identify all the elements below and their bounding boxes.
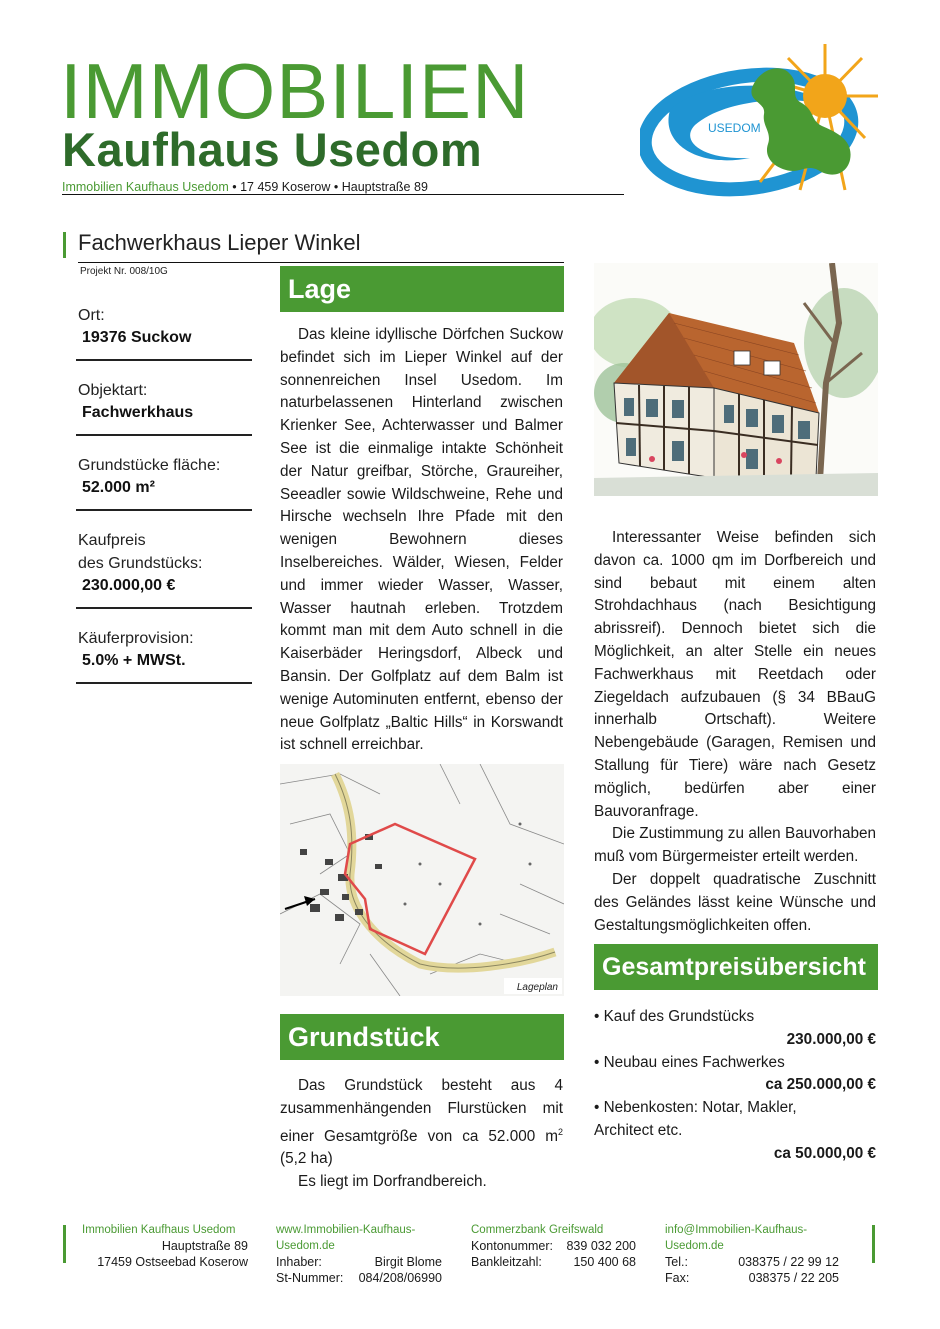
fact-location [76, 298, 252, 361]
right-paragraph-2: Die Zustimmung zu allen Bauvorhaben muß vom Bürgermeister erteilt werden. [594, 825, 876, 866]
grundstueck-paragraph-2: Es liegt im Dorfrandbereich. [298, 1173, 487, 1191]
price-item-label: • Nebenkosten: Notar, Makler, Architect etc. [594, 1099, 797, 1139]
project-number: Projekt Nr. 008/10G [80, 266, 168, 277]
fact-label: Objektart: [78, 382, 148, 399]
document-title: Fachwerkhaus Lieper Winkel [78, 230, 361, 255]
grundstueck-text [280, 1075, 563, 1194]
logo-text: USEDOM [708, 121, 761, 135]
footer-street: Hauptstraße 89 [161, 1239, 248, 1253]
footer-city: 17459 Ostseebad Koserow [97, 1255, 248, 1269]
grundstueck-heading: Grundstück [280, 1014, 564, 1060]
fact-label: Käuferprovision: [78, 630, 194, 647]
footer-phone-label: Tel.: [665, 1255, 688, 1269]
price-item-label: • Kauf des Grundstücks [594, 1008, 755, 1025]
fact-value: 230.000,00 € [82, 577, 176, 594]
house-illustration [594, 263, 878, 496]
brand-subtitle: Kaufhaus Usedom [62, 123, 483, 176]
fact-value: Fachwerkhaus [82, 404, 194, 421]
right-paragraph-3: Der doppelt quadratische Zuschnitt des Geländes lässt keine Wünsche und Gestaltungsmöglichkeiten offen. [594, 870, 876, 934]
footer-fax-label: Fax: [665, 1271, 690, 1285]
right-paragraph-1: Interessanter Weise befinden sich davon ca. 1000 qm im Dorfbereich und sind bebaut mit einem alten Strohdachhaus (nach Besichtigung abrissreif). Dennoch bietet sich die Möglichkeit, an alter Stelle ein neues Fachwerkhaus mit Reetdach oder Ziegeldach aufzubauen (§ 34 BBauG innerhalb Ortschaft). Weitere Nebengebäude (Garagen, Remisen und Stallung für Tiere) wäre nach Gesetz möglich, bedürfen aber einer Bauvoranfrage. [594, 529, 876, 820]
footer-owner-value: Birgit Blome [374, 1255, 442, 1269]
header-address-rest: • 17 459 Koserow • Hauptstraße 89 [228, 180, 428, 194]
footer-blz-label: Bankleitzahl: [471, 1255, 542, 1269]
fact-label: Grundstücke fläche: [78, 457, 221, 474]
fact-label: Kaufpreis des Grundstücks: [78, 532, 203, 572]
price-item-value: ca 250.000,00 € [765, 1076, 876, 1094]
footer-tax-value: 084/208/06990 [358, 1271, 442, 1285]
fact-commission [76, 621, 252, 684]
price-item-label: • Neubau eines Fachwerkes [594, 1053, 785, 1071]
facts-column [76, 298, 252, 696]
footer-bank-name: Commerzbank Greifswald [471, 1224, 604, 1236]
fact-plot-area [76, 448, 252, 511]
footer-website-link[interactable]: www.Immobilien-Kaufhaus-Usedom.de [276, 1224, 416, 1252]
footer-blz-value: 150 400 68 [573, 1255, 636, 1269]
right-text [594, 527, 876, 937]
footer-bank [471, 1222, 636, 1270]
footer-account-value: 839 032 200 [566, 1239, 636, 1253]
grundstueck-p1-end: (5,2 ha) [280, 1150, 333, 1168]
price-item-value: ca 50.000,00 € [773, 1144, 876, 1162]
lage-text [280, 324, 563, 757]
fact-purchase-price [76, 523, 252, 609]
title-accent-bar [63, 232, 66, 258]
footer-fax-value: 038375 / 22 205 [748, 1271, 839, 1285]
grundstueck-paragraph-1 [280, 1075, 563, 1171]
header-company: Immobilien Kaufhaus Usedom [62, 180, 229, 194]
footer-contact [665, 1222, 839, 1286]
footer-tax-label: St-Nummer: [276, 1271, 344, 1285]
footer-account-label: Kontonummer: [471, 1239, 553, 1253]
fact-value: 52.000 m² [82, 479, 155, 496]
usedom-logo [640, 40, 880, 198]
price-list [594, 1006, 876, 1166]
grundstueck-p1-text: Das Grundstück besteht aus 4 zusammenhängenden Flurstücken mit einer Gesamtgröße von ca 52.000 m [280, 1077, 563, 1145]
site-plan-map [280, 764, 564, 996]
header-divider [62, 194, 624, 195]
footer-owner [276, 1222, 442, 1286]
footer-company-name: Immobilien Kaufhaus Usedom [82, 1224, 236, 1236]
price-overview-heading: Gesamtpreisübersicht [594, 944, 878, 990]
title-divider [78, 262, 564, 263]
fact-value: 5.0% + MWSt. [82, 652, 186, 669]
price-item-value: 230.000,00 € [786, 1030, 876, 1048]
footer-accent-right [872, 1225, 875, 1263]
fact-value: 19376 Suckow [82, 329, 192, 346]
footer-company [82, 1222, 248, 1270]
grundstueck-p1-sup: 2 [557, 1126, 563, 1137]
map-caption: Lageplan [516, 982, 558, 993]
footer-owner-label: Inhaber: [276, 1255, 322, 1269]
footer-email-link[interactable]: info@Immobilien-Kaufhaus-Usedom.de [665, 1224, 808, 1252]
footer-phone-value: 038375 / 22 99 12 [738, 1255, 839, 1269]
fact-object-type [76, 373, 252, 436]
brand-title: IMMOBILIEN [60, 47, 530, 135]
fact-label: Ort: [78, 307, 105, 324]
lage-heading: Lage [280, 266, 564, 312]
header-address [62, 180, 428, 194]
footer-accent-left [63, 1225, 66, 1263]
lage-paragraph: Das kleine idyllische Dörfchen Suckow befindet sich im Lieper Winkel auf der sonnenreichen Insel Usedom. Im naturbelassenen Hinterland zwischen Krienker See, Achterwasser und Balmer See ist die einmalige intakte Schönheit der Natur greifbar, Störche, Graureiher, Seeadler sowie Wildschweine, Rehe und Hirsche wechseln Ihre Pfade mit den wenigen Bewohnern dieses Inselbereiches. Wälder, Wiesen, Felder und immer wieder Wasser, Wasser, Wasser hautnah erleben. Trotzdem kommt man mit dem Auto schnell in die Kaiserbäder Heringsdorf, Albeck und Bansin. Der Golfplatz auf dem Balm ist wenige Autominuten entfernt, ebenso der neue Golfplatz „Baltic Hills“ in Korswandt ist schnell erreichbar. [280, 326, 563, 754]
